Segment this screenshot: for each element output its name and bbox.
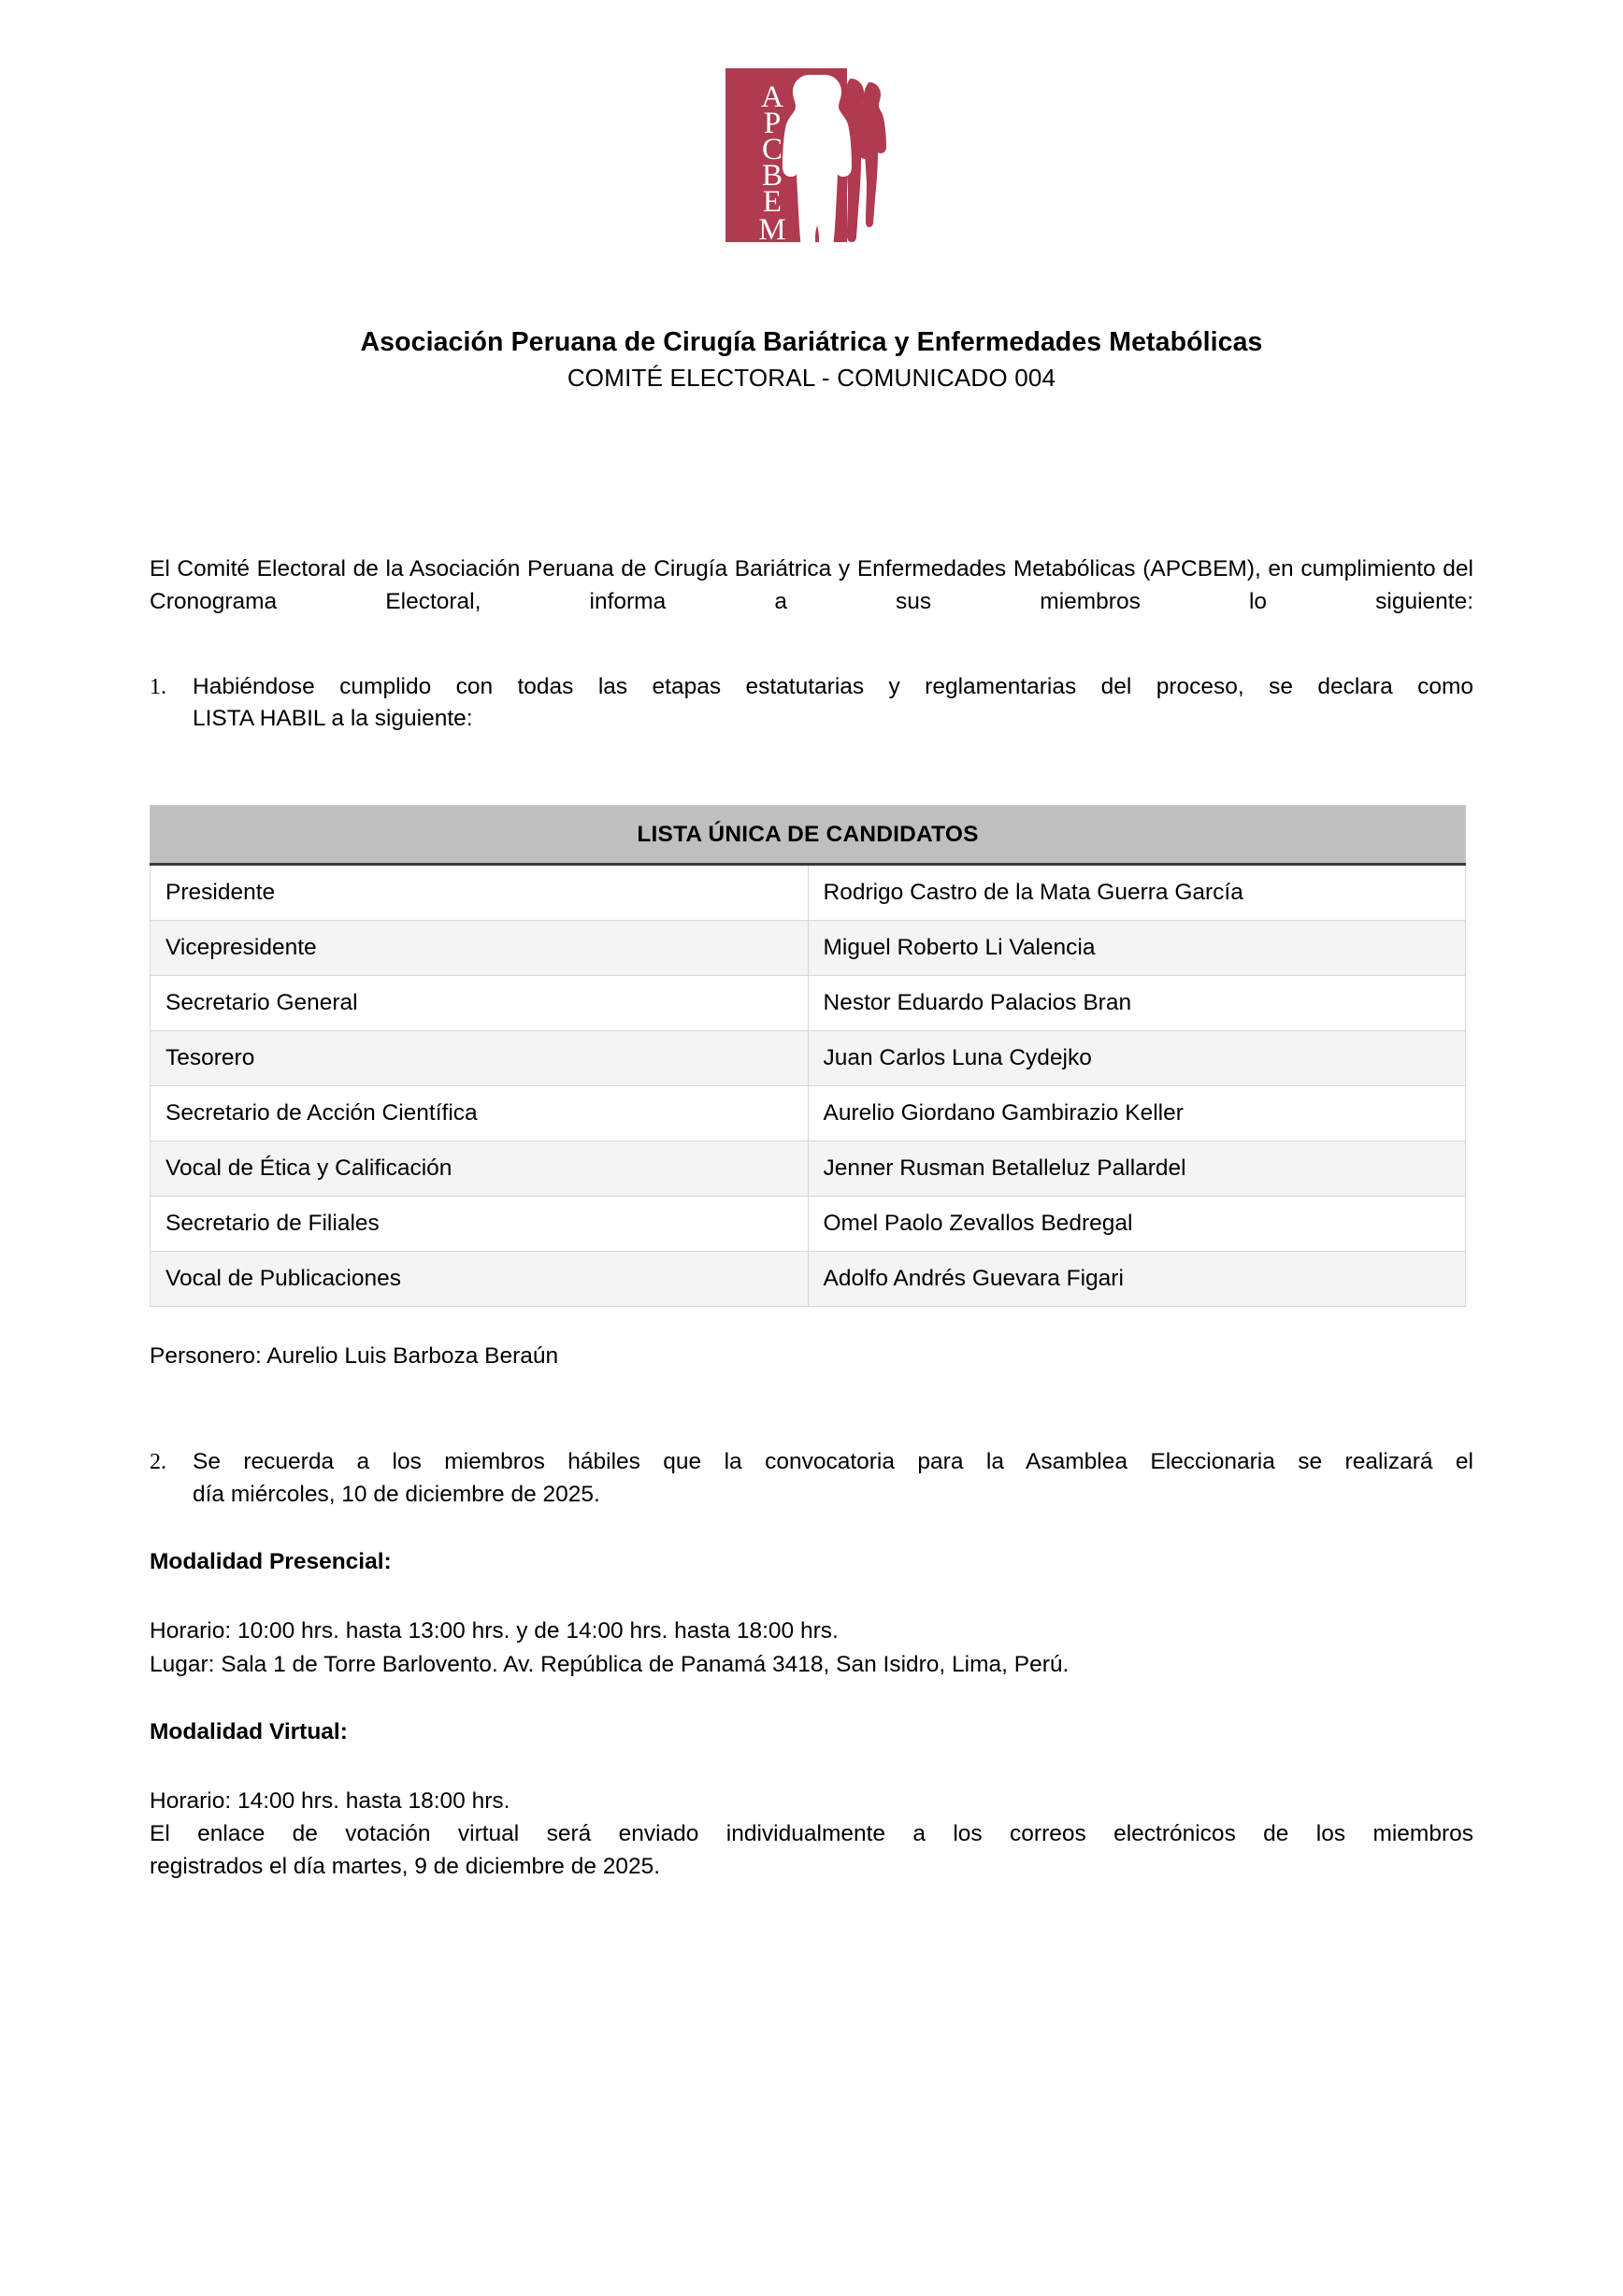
logo-letter: A bbox=[761, 80, 783, 114]
table-cell-role: Vicepresidente bbox=[151, 921, 809, 976]
table-row bbox=[151, 921, 1466, 976]
presencial-lugar: Lugar: Sala 1 de Torre Barlovento. Av. República de Panamá 3418, San Isidro, Lima, Perú. bbox=[150, 1651, 1070, 1677]
table-cell-role: Secretario General bbox=[151, 976, 809, 1031]
table-cell-role: Vocal de Publicaciones bbox=[151, 1252, 809, 1307]
table-cell-role: Tesorero bbox=[151, 1031, 809, 1086]
list-item-1-line2: LISTA HABIL a la siguiente: bbox=[193, 706, 473, 732]
logo-letter: P bbox=[763, 107, 782, 140]
table-header-row bbox=[151, 806, 1466, 865]
table-row bbox=[151, 1086, 1466, 1141]
table-row bbox=[151, 1252, 1466, 1307]
table-cell-name: Aurelio Giordano Gambirazio Keller bbox=[808, 1086, 1466, 1141]
logo-letter: E bbox=[762, 185, 783, 219]
list-item-2-number: 2. bbox=[150, 1449, 166, 1474]
table-cell-role: Secretario de Filiales bbox=[151, 1197, 809, 1252]
presencial-horario: Horario: 10:00 hrs. hasta 13:00 hrs. y de 14:00 hrs. hasta 18:00 hrs. bbox=[150, 1618, 839, 1644]
table-row bbox=[151, 976, 1466, 1031]
list-item-2 bbox=[150, 1446, 1473, 1512]
logo-letter: C bbox=[761, 133, 783, 166]
table-cell-name: Jenner Rusman Betalleluz Pallardel bbox=[808, 1141, 1466, 1197]
presencial-heading: Modalidad Presencial: bbox=[150, 1549, 392, 1575]
candidates-table bbox=[150, 805, 1466, 1307]
virtual-heading: Modalidad Virtual: bbox=[150, 1718, 348, 1744]
table-cell-name: Juan Carlos Luna Cydejko bbox=[808, 1031, 1466, 1086]
list-item-2-line1: Se recuerda a los miembros hábiles que la convocatoria para la Asamblea Eleccionaria se realizará el bbox=[193, 1448, 1473, 1474]
virtual-enlace-line1: El enlace de votación virtual será enviado individualmente a los correos electrónicos de los miembros bbox=[150, 1820, 1473, 1846]
personero-line: Personero: Aurelio Luis Barboza Beraún bbox=[150, 1343, 559, 1370]
table-cell-role: Presidente bbox=[151, 865, 809, 921]
table-cell-name: Adolfo Andrés Guevara Figari bbox=[808, 1252, 1466, 1307]
document-header bbox=[0, 325, 1623, 395]
table-cell-name: Omel Paolo Zevallos Bedregal bbox=[808, 1197, 1466, 1252]
table-header-title: LISTA ÚNICA DE CANDIDATOS bbox=[151, 806, 1466, 865]
table-row bbox=[151, 1141, 1466, 1197]
apcbem-logo-icon bbox=[720, 62, 907, 249]
table-cell-role: Secretario de Acción Científica bbox=[151, 1086, 809, 1141]
table-row bbox=[151, 1031, 1466, 1086]
logo-letter: M bbox=[758, 213, 786, 247]
virtual-enlace-line2: registrados el día martes, 9 de diciembre de 2025. bbox=[150, 1854, 661, 1880]
table-body bbox=[151, 865, 1466, 1307]
table-cell-role: Vocal de Ética y Calificación bbox=[151, 1141, 809, 1197]
virtual-horario: Horario: 14:00 hrs. hasta 18:00 hrs. bbox=[150, 1787, 510, 1814]
table-cell-name: Miguel Roberto Li Valencia bbox=[808, 921, 1466, 976]
table-cell-name: Nestor Eduardo Palacios Bran bbox=[808, 976, 1466, 1031]
logo-letter: B bbox=[761, 159, 783, 193]
page-title: Asociación Peruana de Cirugía Bariátrica y Enfermedades Metabólicas bbox=[360, 327, 1263, 357]
apcbem-logo bbox=[720, 62, 907, 249]
intro-paragraph: El Comité Electoral de la Asociación Peruana de Cirugía Bariátrica y Enfermedades Metabólicas (APCBEM), en cumplimiento del Cronograma Electoral, informa a sus miembros lo siguiente: bbox=[150, 556, 1473, 614]
list-item-2-line2: día miércoles, 10 de diciembre de 2025. bbox=[193, 1481, 600, 1507]
list-item-1-line1: Habiéndose cumplido con todas las etapas estatutarias y reglamentarias del proceso, se declara como bbox=[193, 673, 1473, 699]
document-body bbox=[150, 553, 1473, 1883]
table-row bbox=[151, 1197, 1466, 1252]
page-subtitle: COMITÉ ELECTORAL - COMUNICADO 004 bbox=[567, 363, 1056, 392]
table-row bbox=[151, 865, 1466, 921]
table-cell-name: Rodrigo Castro de la Mata Guerra García bbox=[808, 865, 1466, 921]
list-item-1-number: 1. bbox=[150, 674, 166, 699]
list-item-1 bbox=[150, 671, 1473, 737]
